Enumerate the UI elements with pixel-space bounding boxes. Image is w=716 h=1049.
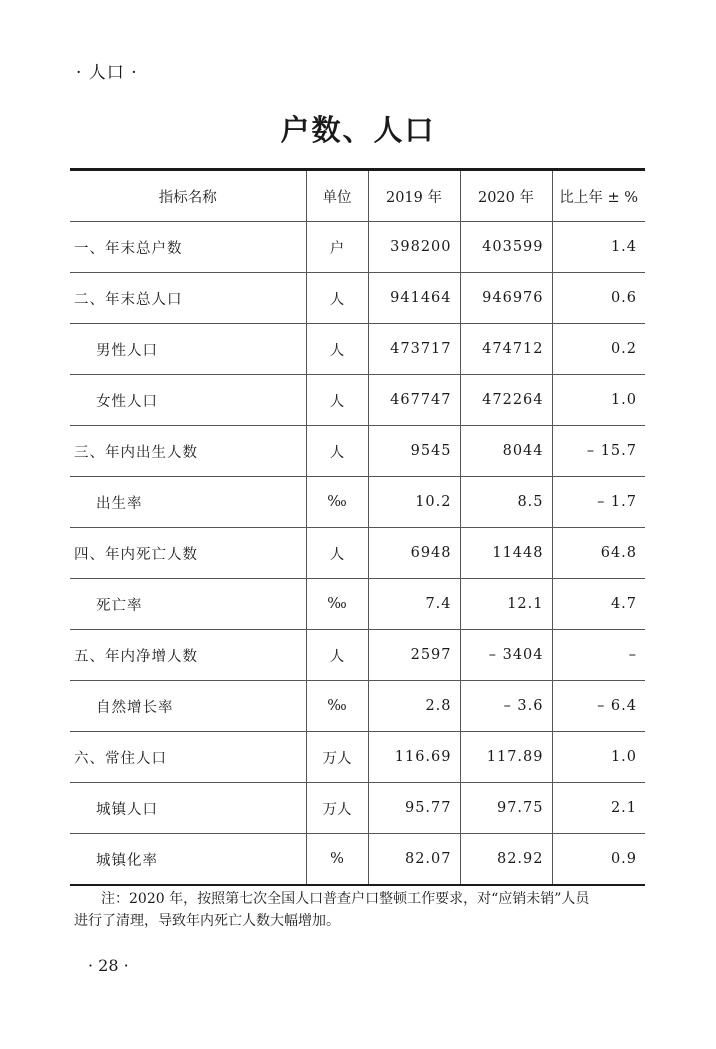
value-2019-cell: 941464 [368,273,460,324]
indicator-name-cell: 死亡率 [70,579,306,630]
page-number: · 28 · [88,956,129,975]
value-2020-cell: 403599 [460,222,552,273]
value-2020-cell: 474712 [460,324,552,375]
page-title: 户数、人口 [280,113,436,147]
unit-cell: ‰ [306,681,368,732]
table-row [70,273,645,324]
change-cell: 2.1 [552,783,645,834]
value-2020-cell: 12.1 [460,579,552,630]
value-2019-cell: 2.8 [368,681,460,732]
value-2019-cell: 473717 [368,324,460,375]
indicator-name-cell: 一、年末总户数 [70,222,306,273]
table-row [70,477,645,528]
indicator-name-cell: 城镇人口 [70,783,306,834]
unit-cell: ‰ [306,477,368,528]
table-row [70,222,645,273]
unit-cell: 万人 [306,732,368,783]
value-2020-cell: – 3.6 [460,681,552,732]
indicator-name-cell: 女性人口 [70,375,306,426]
unit-cell: % [306,834,368,886]
change-cell: 4.7 [552,579,645,630]
value-2019-cell: 10.2 [368,477,460,528]
table-row [70,375,645,426]
change-cell: – 6.4 [552,681,645,732]
change-cell: – [552,630,645,681]
header-year-2020: 2020 年 [460,170,552,222]
indicator-name-cell: 二、年末总人口 [70,273,306,324]
value-2020-cell: 8.5 [460,477,552,528]
value-2019-cell: 2597 [368,630,460,681]
header-change: 比上年 ± % [552,170,645,222]
header-unit: 单位 [306,170,368,222]
change-cell: 1.4 [552,222,645,273]
unit-cell: 人 [306,630,368,681]
unit-cell: 人 [306,426,368,477]
table-row [70,528,645,579]
change-cell: 0.2 [552,324,645,375]
unit-cell: ‰ [306,579,368,630]
change-cell: 1.0 [552,732,645,783]
value-2020-cell: 117.89 [460,732,552,783]
header-year-2019: 2019 年 [368,170,460,222]
section-header: · 人口 · [76,63,138,83]
value-2019-cell: 116.69 [368,732,460,783]
footnote [74,888,674,932]
indicator-name-cell: 男性人口 [70,324,306,375]
indicator-name-cell: 四、年内死亡人数 [70,528,306,579]
table-header-row [70,170,645,222]
value-2020-cell: 472264 [460,375,552,426]
indicator-name-cell: 五、年内净增人数 [70,630,306,681]
table-row [70,681,645,732]
indicator-name-cell: 三、年内出生人数 [70,426,306,477]
value-2020-cell: – 3404 [460,630,552,681]
value-2019-cell: 9545 [368,426,460,477]
value-2020-cell: 82.92 [460,834,552,886]
value-2020-cell: 11448 [460,528,552,579]
change-cell: 0.6 [552,273,645,324]
indicator-name-cell: 城镇化率 [70,834,306,886]
unit-cell: 户 [306,222,368,273]
value-2019-cell: 7.4 [368,579,460,630]
unit-cell: 人 [306,324,368,375]
indicator-name-cell: 六、常住人口 [70,732,306,783]
header-indicator-name: 指标名称 [70,170,306,222]
unit-cell: 人 [306,528,368,579]
value-2019-cell: 82.07 [368,834,460,886]
value-2020-cell: 8044 [460,426,552,477]
footnote-line-2: 进行了清理，导致年内死亡人数大幅增加。 [74,913,340,929]
table-row [70,732,645,783]
unit-cell: 人 [306,375,368,426]
unit-cell: 人 [306,273,368,324]
value-2019-cell: 6948 [368,528,460,579]
table-row [70,426,645,477]
indicator-name-cell: 自然增长率 [70,681,306,732]
value-2020-cell: 97.75 [460,783,552,834]
change-cell: – 15.7 [552,426,645,477]
change-cell: 0.9 [552,834,645,886]
table-row [70,579,645,630]
value-2019-cell: 95.77 [368,783,460,834]
change-cell: – 1.7 [552,477,645,528]
footnote-line-1: 注：2020 年，按照第七次全国人口普查户口整顿工作要求，对“应销未销”人员 [101,891,590,907]
table-row [70,834,645,886]
unit-cell: 万人 [306,783,368,834]
value-2020-cell: 946976 [460,273,552,324]
value-2019-cell: 467747 [368,375,460,426]
table-row [70,783,645,834]
table-row [70,324,645,375]
change-cell: 64.8 [552,528,645,579]
change-cell: 1.0 [552,375,645,426]
indicator-name-cell: 出生率 [70,477,306,528]
table-row [70,630,645,681]
population-table [70,168,645,886]
value-2019-cell: 398200 [368,222,460,273]
